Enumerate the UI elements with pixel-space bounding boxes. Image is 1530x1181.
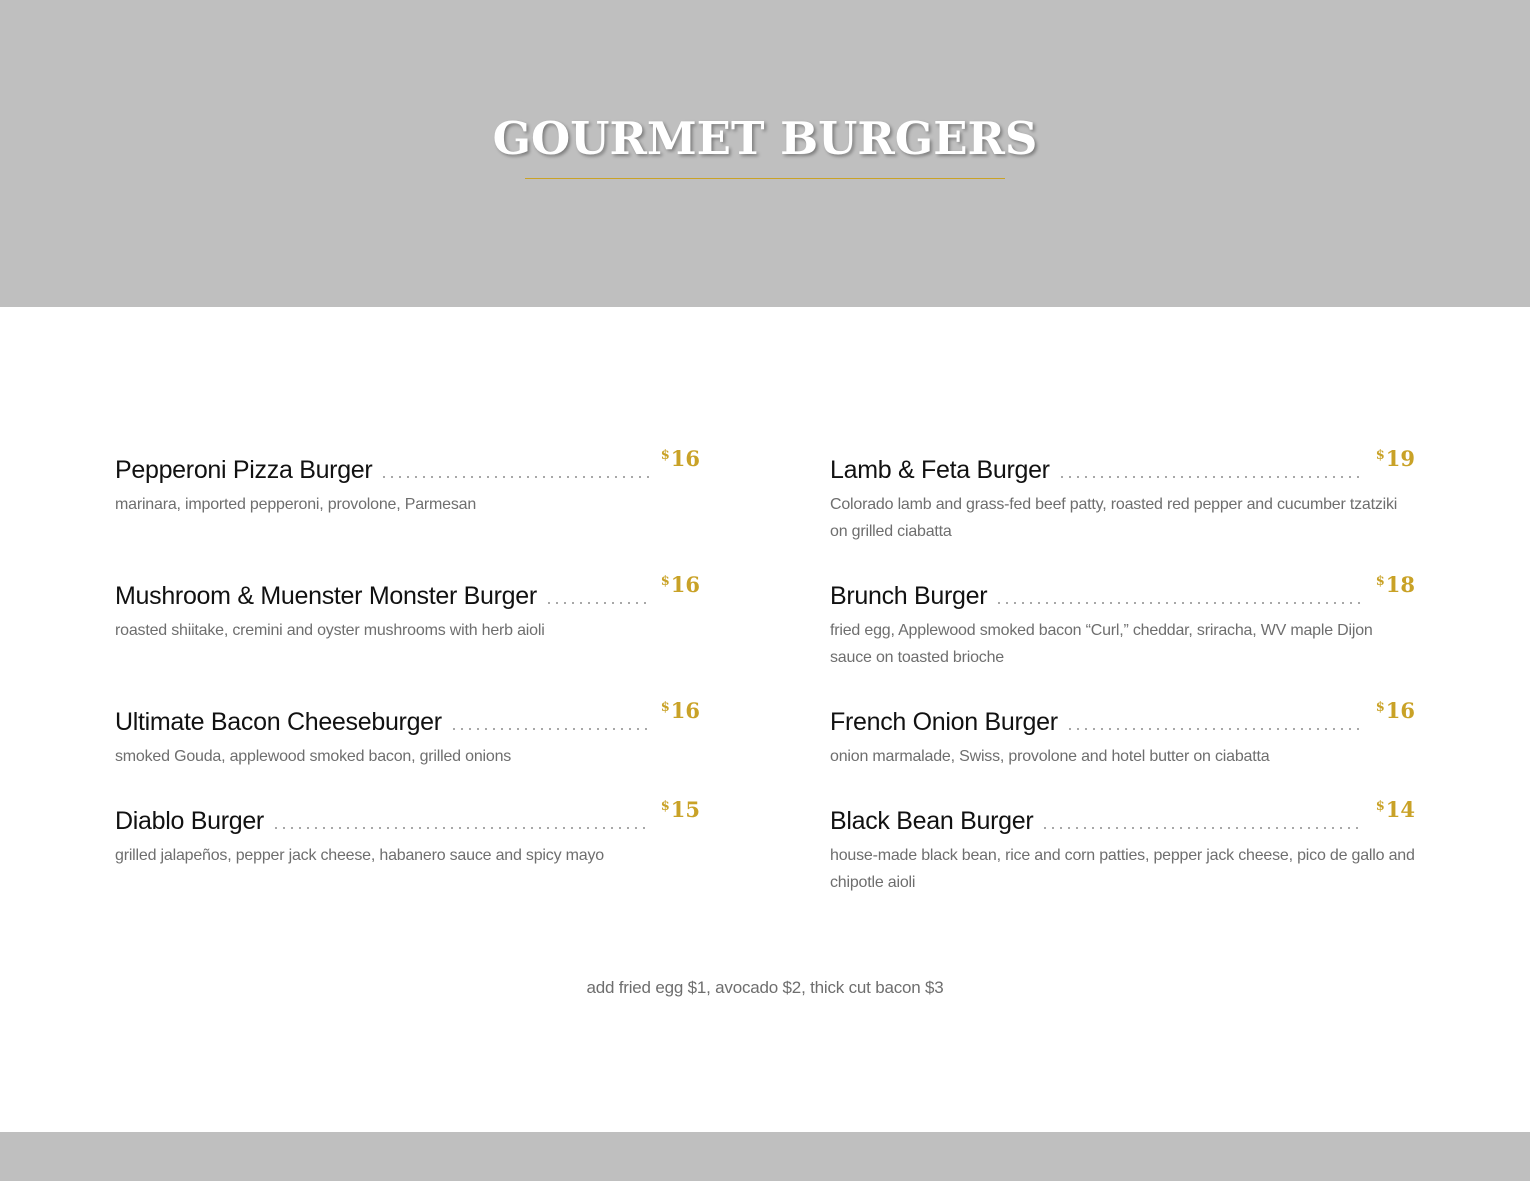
- dot-leader: [995, 602, 1363, 604]
- item-description: fried egg, Applewood smoked bacon “Curl,” cheddar, sriracha, WV maple Dijon sauce on toasted brioche: [830, 622, 1373, 666]
- price-value: 16: [670, 446, 700, 471]
- menu-item-lamb-feta-burger: [830, 446, 1415, 545]
- currency-symbol: $: [1375, 448, 1385, 463]
- item-description: grilled jalapeños, pepper jack cheese, habanero sauce and spicy mayo: [115, 847, 604, 864]
- menu-item-ultimate-bacon-cheeseburger: [115, 698, 700, 770]
- menu-item-diablo-burger: [115, 797, 700, 869]
- currency-symbol: $: [1375, 700, 1385, 715]
- menu-item-brunch-burger: [830, 572, 1415, 671]
- dot-leader: [450, 728, 649, 730]
- item-name: Diablo Burger: [115, 807, 264, 835]
- dot-leader: [1041, 827, 1363, 829]
- item-price: [1376, 573, 1415, 601]
- dot-leader: [1066, 728, 1364, 730]
- currency-symbol: $: [660, 799, 670, 814]
- item-name: French Onion Burger: [830, 708, 1058, 736]
- item-description: marinara, imported pepperoni, provolone, Parmesan: [115, 496, 477, 513]
- currency-symbol: $: [660, 700, 670, 715]
- dot-leader: [380, 476, 648, 478]
- item-price: [1376, 447, 1415, 475]
- price-value: 15: [670, 797, 700, 822]
- addons-note: add fried egg $1, avocado $2, thick cut bacon $3: [586, 978, 944, 997]
- price-value: 14: [1385, 797, 1415, 822]
- item-description: onion marmalade, Swiss, provolone and hotel butter on ciabatta: [830, 748, 1270, 765]
- dot-leader: [272, 827, 649, 829]
- header-banner: [0, 0, 1530, 307]
- title-underline: [525, 178, 1005, 179]
- price-value: 16: [670, 698, 700, 723]
- item-description: smoked Gouda, applewood smoked bacon, grilled onions: [115, 748, 512, 765]
- item-name: Pepperoni Pizza Burger: [115, 456, 373, 484]
- item-price: [661, 447, 700, 475]
- item-name: Lamb & Feta Burger: [830, 456, 1050, 484]
- item-price: [661, 573, 700, 601]
- price-value: 16: [670, 572, 700, 597]
- dot-leader: [1058, 476, 1364, 478]
- item-name: Black Bean Burger: [830, 807, 1034, 835]
- currency-symbol: $: [660, 574, 670, 589]
- item-price: [1376, 699, 1415, 727]
- menu-item-french-onion-burger: [830, 698, 1415, 770]
- menu-item-mushroom-muenster-monster-burger: [115, 572, 700, 644]
- footer-band: [0, 1132, 1530, 1181]
- currency-symbol: $: [1375, 574, 1385, 589]
- item-price: [661, 699, 700, 727]
- item-name: Mushroom & Muenster Monster Burger: [115, 582, 537, 610]
- item-description: house-made black bean, rice and corn patties, pepper jack cheese, pico de gallo and chipotle aioli: [830, 847, 1415, 891]
- dot-leader: [545, 602, 649, 604]
- menu-item-pepperoni-pizza-burger: [115, 446, 700, 518]
- menu-item-black-bean-burger: [830, 797, 1415, 896]
- item-price: [1376, 798, 1415, 826]
- price-value: 18: [1385, 572, 1415, 597]
- item-description: roasted shiitake, cremini and oyster mushrooms with herb aioli: [115, 622, 545, 639]
- price-value: 19: [1385, 446, 1415, 471]
- item-name: Ultimate Bacon Cheeseburger: [115, 708, 442, 736]
- item-price: [661, 798, 700, 826]
- currency-symbol: $: [1375, 799, 1385, 814]
- item-name: Brunch Burger: [830, 582, 988, 610]
- item-description: Colorado lamb and grass-fed beef patty, roasted red pepper and cucumber tzatziki on grilled ciabatta: [830, 496, 1398, 540]
- page-title: GOURMET BURGERS: [492, 112, 1038, 165]
- price-value: 16: [1385, 698, 1415, 723]
- currency-symbol: $: [660, 448, 670, 463]
